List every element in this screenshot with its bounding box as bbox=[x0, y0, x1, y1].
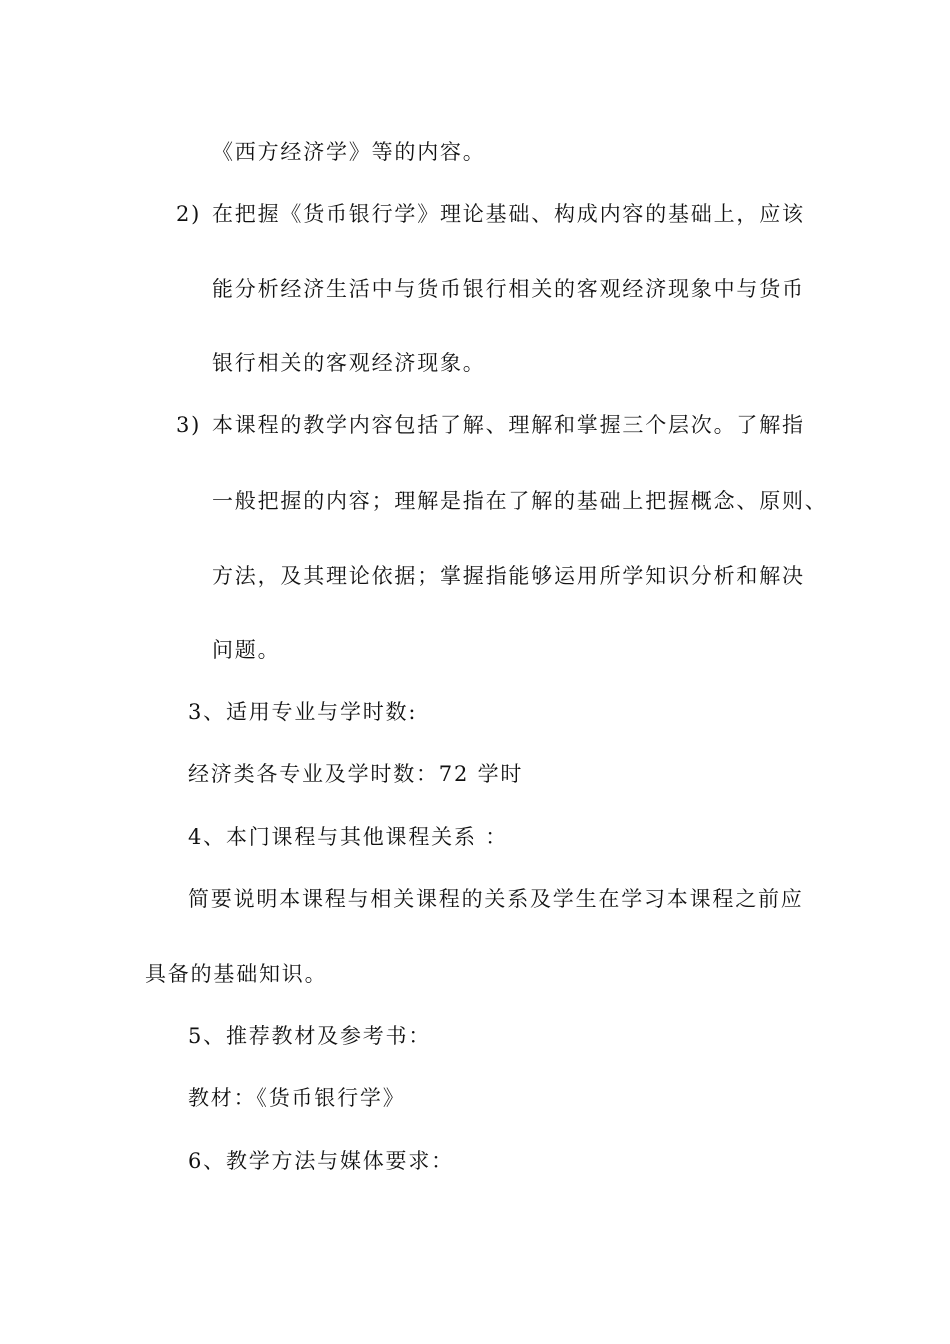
section-5-heading: 5、推荐教材及参考书： bbox=[188, 1024, 432, 1048]
section-3-body: 经济类各专业及学时数：72 学时 bbox=[188, 762, 524, 786]
list-item-2 bbox=[176, 200, 805, 228]
list-item-2-line-3: 银行相关的客观经济现象。 bbox=[212, 351, 486, 375]
section-4-heading: 4、本门课程与其他课程关系 ： bbox=[188, 825, 509, 849]
section-4-body-line-2: 具备的基础知识。 bbox=[145, 962, 328, 986]
section-5-body: 教材：《货币银行学》 bbox=[188, 1086, 406, 1110]
list-item-3-number: 3) bbox=[176, 413, 202, 437]
list-item-2-number: 2) bbox=[176, 202, 202, 226]
item1-continuation: 《西方经济学》等的内容。 bbox=[212, 140, 486, 164]
section-4-body-line-1: 简要说明本课程与相关课程的关系及学生在学习本课程之前应 bbox=[188, 887, 804, 911]
list-item-3-line-2: 一般把握的内容；理解是指在了解的基础上把握概念、原则、 bbox=[212, 489, 828, 513]
list-item-3 bbox=[176, 411, 805, 439]
list-item-3-line-1: 本课程的教学内容包括了解、理解和掌握三个层次。了解指 bbox=[212, 413, 805, 437]
section-6-heading: 6、教学方法与媒体要求： bbox=[188, 1149, 454, 1173]
list-item-2-line-2: 能分析经济生活中与货币银行相关的客观经济现象中与货币 bbox=[212, 277, 805, 301]
list-item-2-line-1: 在把握《货币银行学》理论基础、构成内容的基础上，应该 bbox=[212, 202, 805, 226]
list-item-3-line-3: 方法，及其理论依据；掌握指能够运用所学知识分析和解决 bbox=[212, 564, 805, 588]
section-3-heading: 3、适用专业与学时数: bbox=[188, 700, 418, 724]
list-item-3-line-4: 问题。 bbox=[212, 638, 281, 662]
